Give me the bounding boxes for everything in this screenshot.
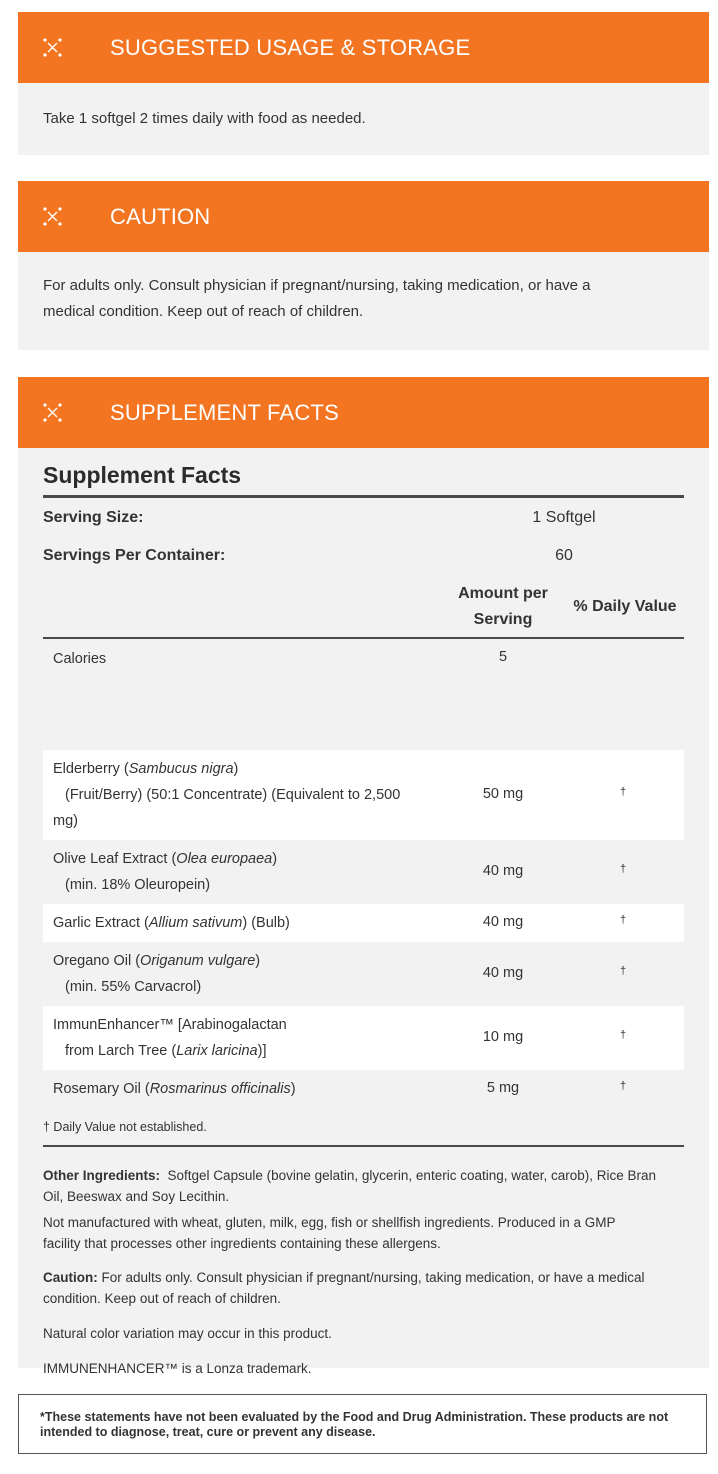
- supplement-body: [18, 448, 709, 1376]
- usage-header[interactable]: [18, 12, 709, 83]
- supplement-title: SUPPLEMENT FACTS: [110, 400, 339, 425]
- caution-header[interactable]: [18, 181, 709, 252]
- caution-statement: Caution: For adults only. Consult physician if pregnant/nursing, taking medication, or have a medical condition. Keep out of reach of children.: [43, 1270, 645, 1306]
- table-row: [43, 840, 684, 904]
- nutrient-name: Oregano Oil (Origanum vulgare) (min. 55% Carvacrol): [53, 953, 261, 995]
- nutrient-amount: 40 mg: [482, 863, 524, 879]
- usage-text: Take 1 softgel 2 times daily with food as needed.: [43, 110, 366, 127]
- amount-header-line1: Amount per: [458, 585, 548, 602]
- nutrient-name: Olive Leaf Extract (Olea europaea) (min. 18% Oleuropein): [53, 851, 278, 893]
- nutrient-dv: †: [619, 863, 627, 875]
- nutrient-amount: 50 mg: [482, 786, 524, 802]
- daily-value-header: % Daily Value: [573, 598, 677, 615]
- nutrient-dv: †: [619, 965, 627, 977]
- color-note: Natural color variation may occur in this product.: [43, 1326, 332, 1341]
- nutrient-amount: 40 mg: [482, 965, 524, 981]
- facts-title: Supplement Facts: [43, 462, 242, 488]
- nutrient-amount: 40 mg: [482, 914, 524, 930]
- servings-label: Servings Per Container:: [43, 547, 226, 564]
- nutrient-name: Elderberry (Sambucus nigra) (Fruit/Berry) (50:1 Concentrate) (Equivalent to 2,500 mg): [53, 761, 401, 829]
- expand-x-icon: [43, 207, 62, 226]
- nutrient-dv: †: [619, 1029, 627, 1041]
- nutrient-dv: †: [619, 786, 627, 798]
- nutrient-amount: 5: [498, 649, 508, 665]
- caution-body: [18, 252, 709, 350]
- serving-size-value: 1 Softgel: [532, 509, 596, 526]
- caution-text-line1: For adults only. Consult physician if pregnant/nursing, taking medication, or have a: [43, 277, 591, 294]
- allergen-statement: Not manufactured with wheat, gluten, milk, egg, fish or shellfish ingredients. Produced in a GMP facility that processes other ingredients containing these allergens.: [43, 1215, 616, 1251]
- amount-header-line2: Serving: [473, 611, 533, 628]
- table-row: [43, 942, 684, 1006]
- supplement-header[interactable]: [18, 377, 709, 448]
- table-row: [43, 750, 684, 840]
- nutrient-name: Garlic Extract (Allium sativum) (Bulb): [53, 915, 290, 931]
- supplement-section: [18, 377, 709, 1376]
- nutrient-name: Rosemary Oil (Rosmarinus officinalis): [53, 1081, 296, 1097]
- caution-title: CAUTION: [110, 204, 211, 229]
- serving-size-label: Serving Size:: [43, 509, 144, 526]
- divider: [43, 1145, 684, 1147]
- usage-title: SUGGESTED USAGE & STORAGE: [110, 35, 471, 60]
- table-row: [43, 904, 684, 942]
- caution-text-line2: medical condition. Keep out of reach of children.: [43, 303, 364, 320]
- nutrient-amount: 10 mg: [482, 1029, 524, 1045]
- other-ingredients: Other Ingredients: Softgel Capsule (bovine gelatin, glycerin, enteric coating, water, carob), Rice Bran Oil, Beeswax and Soy Lecithin.: [43, 1168, 657, 1204]
- nutrient-dv: †: [619, 1080, 627, 1092]
- table-row: [43, 641, 684, 676]
- divider: [43, 495, 684, 498]
- dv-note: † Daily Value not established.: [43, 1120, 207, 1134]
- caution-section: [18, 181, 709, 350]
- fda-disclaimer: [18, 1394, 707, 1454]
- expand-x-icon: [43, 38, 62, 57]
- expand-x-icon: [43, 403, 62, 422]
- table-row: [43, 1006, 684, 1070]
- disclaimer-text: *These statements have not been evaluated by the Food and Drug Administration. These products are not intended to diagnose, treat, cure or prevent any disease.: [40, 1410, 669, 1439]
- nutrient-name: Calories: [53, 651, 107, 667]
- nutrient-amount: 5 mg: [486, 1080, 520, 1096]
- usage-body: [18, 83, 709, 155]
- nutrient-dv: †: [619, 914, 627, 926]
- divider: [43, 637, 684, 639]
- table-row: [43, 1070, 684, 1108]
- amount-header: [453, 581, 553, 633]
- usage-section: [18, 12, 709, 155]
- trademark-note: IMMUNENHANCER™ is a Lonza trademark.: [43, 1361, 312, 1376]
- servings-value: 60: [555, 547, 573, 564]
- nutrient-name: ImmunEnhancer™ [Arabinogalactan from Larch Tree (Larix laricina)]: [53, 1017, 287, 1059]
